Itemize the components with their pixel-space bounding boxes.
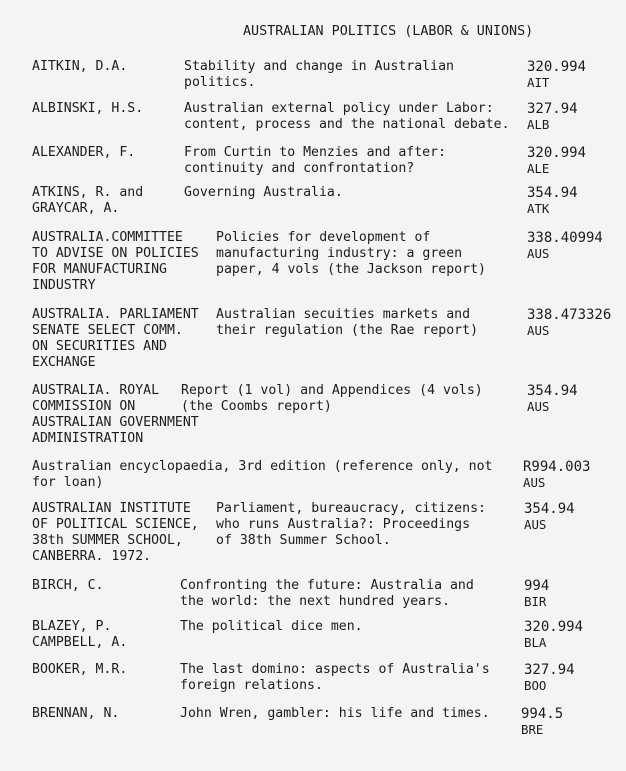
entry-title bbox=[180, 578, 525, 610]
entry-author-line: ALBINSKI, H.S. bbox=[32, 101, 144, 116]
entry-full-text bbox=[32, 459, 522, 491]
entry-title-line: John Wren, gambler: his life and times. bbox=[180, 706, 490, 721]
entry-title bbox=[180, 619, 525, 635]
call-number bbox=[527, 383, 622, 415]
call-number-class: 320.994 bbox=[527, 145, 587, 161]
call-number-code: BLA bbox=[524, 635, 547, 650]
entry-author-line: AUSTRALIA.COMMITTEE bbox=[32, 230, 183, 245]
entry-title-line: From Curtin to Menzies and after: bbox=[184, 145, 447, 160]
entry-author-line: INDUSTRY bbox=[32, 278, 96, 293]
entry-title-line: of 38th Summer School. bbox=[216, 533, 391, 548]
entry-title-line: Parliament, bureaucracy, citizens: bbox=[216, 501, 486, 516]
entry-title-line: content, process and the national debate. bbox=[184, 117, 510, 132]
entry-author-line: OF POLITICAL SCIENCE, bbox=[32, 517, 199, 532]
entry-title-line: manufacturing industry: a green bbox=[216, 246, 463, 261]
call-number-code: AUS bbox=[523, 475, 546, 490]
call-number-code: BRE bbox=[521, 722, 544, 737]
entry-title-line: Policies for development of bbox=[216, 230, 431, 245]
call-number-code: BIR bbox=[524, 594, 547, 609]
entry-title-line: (the Coombs report) bbox=[181, 399, 332, 414]
entry-author-line: FOR MANUFACTURING bbox=[32, 262, 167, 277]
entry-title-line: their regulation (the Rae report) bbox=[216, 323, 479, 338]
entry-author-line: TO ADVISE ON POLICIES bbox=[32, 246, 199, 261]
entry-title-line: Governing Australia. bbox=[184, 185, 343, 200]
call-number bbox=[524, 501, 619, 533]
entry-author-line: BOOKER, M.R. bbox=[32, 662, 128, 677]
entry-author-line: AUSTRALIA. PARLIAMENT bbox=[32, 307, 199, 322]
entry-title bbox=[180, 662, 525, 694]
call-number-class: 354.94 bbox=[527, 185, 578, 201]
entry-title-line: foreign relations. bbox=[180, 678, 323, 693]
call-number-code: ATK bbox=[527, 201, 550, 216]
entry-full-text-line: for loan) bbox=[32, 475, 104, 490]
entry-author-line: ATKINS, R. and bbox=[32, 185, 144, 200]
entry-author-line: BIRCH, C. bbox=[32, 578, 104, 593]
call-number-class: 338.473326 bbox=[527, 307, 612, 323]
entry-author bbox=[32, 307, 212, 371]
entry-title bbox=[216, 307, 561, 339]
entry-author-line: EXCHANGE bbox=[32, 355, 96, 370]
entry-title bbox=[184, 101, 529, 133]
call-number-class: 994.5 bbox=[521, 706, 564, 722]
entry-title-line: Australian external policy under Labor: bbox=[184, 101, 494, 116]
call-number-class: 320.994 bbox=[527, 59, 587, 75]
entry-title-line: Australian secuities markets and bbox=[216, 307, 471, 322]
call-number bbox=[527, 185, 622, 217]
call-number-code: AUS bbox=[527, 246, 550, 261]
entry-title bbox=[180, 706, 525, 722]
entry-author-line: ON SECURITIES AND bbox=[32, 339, 167, 354]
call-number bbox=[527, 230, 622, 262]
call-number-code: AUS bbox=[527, 399, 550, 414]
call-number bbox=[527, 59, 622, 91]
call-number bbox=[524, 662, 619, 694]
call-number-class: 994 bbox=[524, 578, 550, 594]
entry-title-line: the world: the next hundred years. bbox=[180, 594, 450, 609]
entry-title bbox=[184, 145, 529, 177]
entry-author-line: ADMINISTRATION bbox=[32, 431, 144, 446]
call-number-code: AUS bbox=[524, 517, 547, 532]
entry-author-line: 38th SUMMER SCHOOL, bbox=[32, 533, 183, 548]
entry-title bbox=[181, 383, 526, 415]
call-number-class: 354.94 bbox=[524, 501, 575, 517]
page-heading: AUSTRALIAN POLITICS (LABOR & UNIONS) bbox=[243, 24, 534, 39]
entry-title-line: The last domino: aspects of Australia's bbox=[180, 662, 490, 677]
entry-author-line: CANBERRA. 1972. bbox=[32, 549, 152, 564]
entry-author-line: CAMPBELL, A. bbox=[32, 635, 128, 650]
call-number-code: ALB bbox=[527, 117, 550, 132]
call-number-class: 320.994 bbox=[524, 619, 584, 635]
entry-author-line: COMMISSION ON bbox=[32, 399, 136, 414]
entry-title bbox=[216, 501, 561, 549]
entry-title bbox=[184, 185, 529, 201]
entry-author-line: ALEXANDER, F. bbox=[32, 145, 136, 160]
call-number-class: 327.94 bbox=[527, 101, 578, 117]
entry-author-line: AUSTRALIA. ROYAL bbox=[32, 383, 160, 398]
call-number-class: 338.40994 bbox=[527, 230, 603, 246]
entry-author bbox=[32, 230, 212, 294]
entry-title-line: Confronting the future: Australia and bbox=[180, 578, 474, 593]
entry-author-line: GRAYCAR, A. bbox=[32, 201, 120, 216]
call-number-class: 354.94 bbox=[527, 383, 578, 399]
entry-full-text-line: Australian encyclopaedia, 3rd edition (reference only, not bbox=[32, 459, 493, 474]
call-number-code: AIT bbox=[527, 75, 550, 90]
call-number-code: ALE bbox=[527, 161, 550, 176]
entry-author-line: AUSTRALIAN GOVERNMENT bbox=[32, 415, 199, 430]
call-number bbox=[527, 307, 622, 339]
entry-author bbox=[32, 501, 212, 565]
entry-title-line: Stability and change in Australian bbox=[184, 59, 454, 74]
entry-author-line: BLAZEY, P. bbox=[32, 619, 112, 634]
call-number-code: AUS bbox=[527, 323, 550, 338]
call-number bbox=[524, 619, 619, 651]
entry-title bbox=[184, 59, 529, 91]
entry-title-line: paper, 4 vols (the Jackson report) bbox=[216, 262, 486, 277]
call-number-code: BOO bbox=[524, 678, 547, 693]
entry-author-line: AITKIN, D.A. bbox=[32, 59, 128, 74]
call-number bbox=[524, 578, 619, 610]
entry-title bbox=[216, 230, 561, 278]
call-number-class: R994.003 bbox=[523, 459, 591, 475]
call-number-class: 327.94 bbox=[524, 662, 575, 678]
entry-author-line: AUSTRALIAN INSTITUTE bbox=[32, 501, 191, 516]
entry-title-line: The political dice men. bbox=[180, 619, 363, 634]
entry-title-line: politics. bbox=[184, 75, 256, 90]
entry-title-line: who runs Australia?: Proceedings bbox=[216, 517, 471, 532]
call-number bbox=[521, 706, 616, 738]
call-number bbox=[527, 101, 622, 133]
entry-author-line: BRENNAN, N. bbox=[32, 706, 120, 721]
entry-title-line: continuity and confrontation? bbox=[184, 161, 415, 176]
call-number bbox=[523, 459, 618, 491]
entry-author-line: SENATE SELECT COMM. bbox=[32, 323, 183, 338]
entry-title-line: Report (1 vol) and Appendices (4 vols) bbox=[181, 383, 483, 398]
call-number bbox=[527, 145, 622, 177]
